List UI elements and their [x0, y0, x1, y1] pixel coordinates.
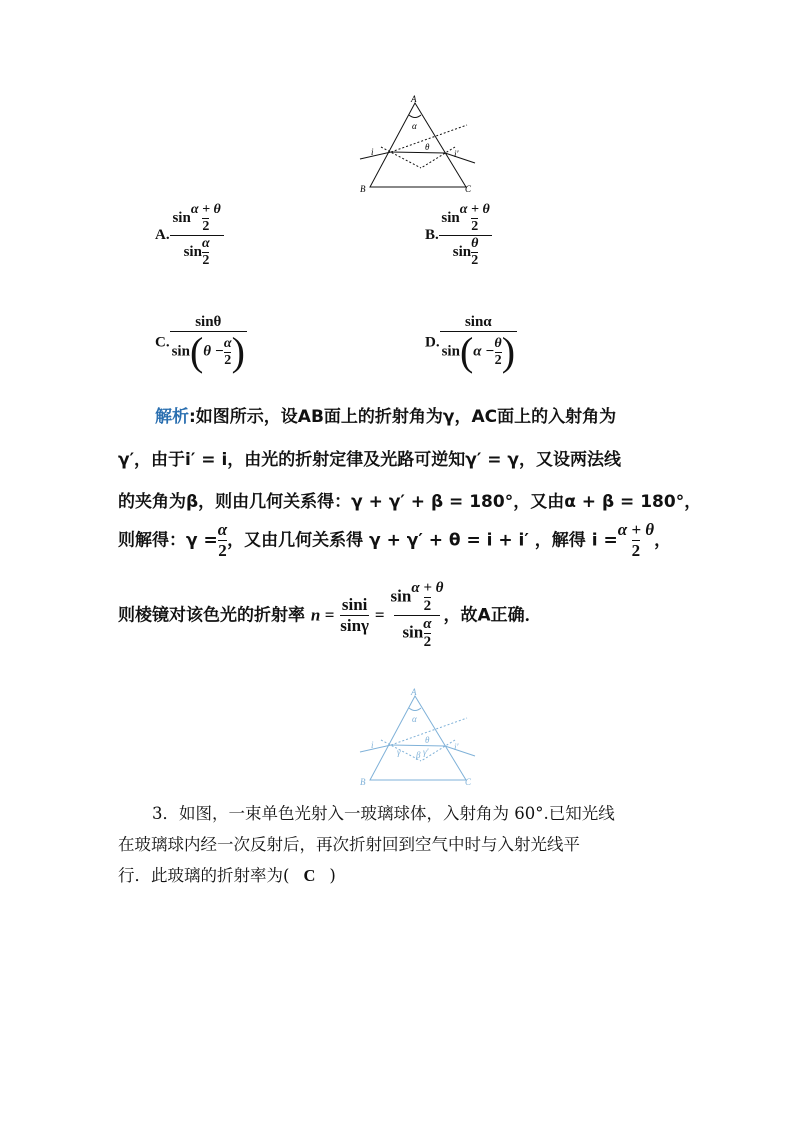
emergent-ray-2: [445, 746, 475, 756]
label-i-prime: i′: [454, 149, 459, 159]
label-i: i: [371, 147, 374, 157]
prism-triangle: [370, 103, 466, 187]
analysis-line-5: 则棱镜对该色光的折射率 n = $\frac{\sin i}{\sin\gamma}$ = sin $\frac{\alpha + \theta}{2}$ sin $\frac{\alpha}{2}$ ，故A正确．: [118, 580, 542, 650]
question-line-1: 3．如图，一束单色光射入一玻璃球体，入射角为 60°.已知光线: [152, 804, 615, 823]
prism-figure-2: [355, 688, 480, 788]
refracted-ray-2: [391, 745, 445, 746]
option-b-letter: B.: [425, 227, 439, 243]
label-b-2: B: [360, 777, 366, 787]
label-gamma-prime-2: γ′: [423, 747, 429, 757]
label-alpha: α: [412, 121, 417, 131]
label-beta-2: β: [416, 750, 421, 760]
label-gamma-2: γ: [397, 747, 401, 757]
question-line-3: 行．此玻璃的折射率为( C ): [118, 866, 336, 885]
normal-left: [381, 147, 421, 168]
emergent-ray: [445, 153, 475, 163]
prism-apex-arc-2: [409, 708, 421, 711]
option-d[interactable]: D. sinα sin(α − $\frac{\theta}{2}$ ): [425, 314, 516, 374]
analysis-line-1: 解析:如图所示，设AB面上的折射角为γ，AC面上的入射角为: [155, 407, 617, 427]
option-d-letter: D.: [425, 334, 440, 351]
label-theta: θ: [425, 142, 430, 152]
label-c: C: [465, 184, 472, 194]
label-theta-2: θ: [425, 735, 430, 745]
analysis-line-4: 则解得：γ = $\frac{\alpha}{2}$ ，又由几何关系得 γ + γ′ + θ = i + i′ ，解得 i = $\frac{\alpha + \theta}{2}$ ，: [118, 520, 672, 560]
option-a-letter: A.: [155, 227, 170, 243]
option-c-letter: C.: [155, 334, 170, 351]
prism-figure-1: [355, 95, 480, 195]
option-c[interactable]: C. sinθ sin(θ − $\frac{\alpha}{2}$ ): [155, 314, 245, 374]
answer: C: [303, 866, 316, 885]
refracted-ray: [391, 152, 445, 153]
normal-left-2: [381, 740, 421, 761]
label-c-2: C: [465, 777, 472, 787]
label-i-2: i: [371, 740, 374, 750]
question-line-2: 在玻璃球内经一次反射后，再次折射回到空气中时与入射光线平: [118, 835, 580, 854]
prism-triangle-2: [370, 696, 466, 780]
label-b: B: [360, 184, 366, 194]
label-i-prime-2: i′: [454, 742, 459, 752]
analysis-line-2: γ′，由于i′ = i，由光的折射定律及光路可逆知γ′ = γ，又设两法线: [118, 450, 622, 470]
option-b[interactable]: B. sin $\frac{\alpha + \theta}{2}$ sin $\frac{\theta}{2}$: [425, 202, 492, 269]
prism-apex-arc: [409, 115, 421, 118]
analysis-line-3: 的夹角为β，则由几何关系得：γ + γ′ + β = 180°，又由α + β = 180°，: [118, 492, 702, 512]
label-a: A: [411, 95, 417, 104]
label-a-2: A: [411, 688, 417, 697]
label-alpha-2: α: [412, 714, 417, 724]
analysis-label: 解析: [155, 407, 189, 427]
option-a[interactable]: A. sin $\frac{\alpha + \theta}{2}$ sin $\frac{\alpha}{2}$: [155, 202, 224, 269]
